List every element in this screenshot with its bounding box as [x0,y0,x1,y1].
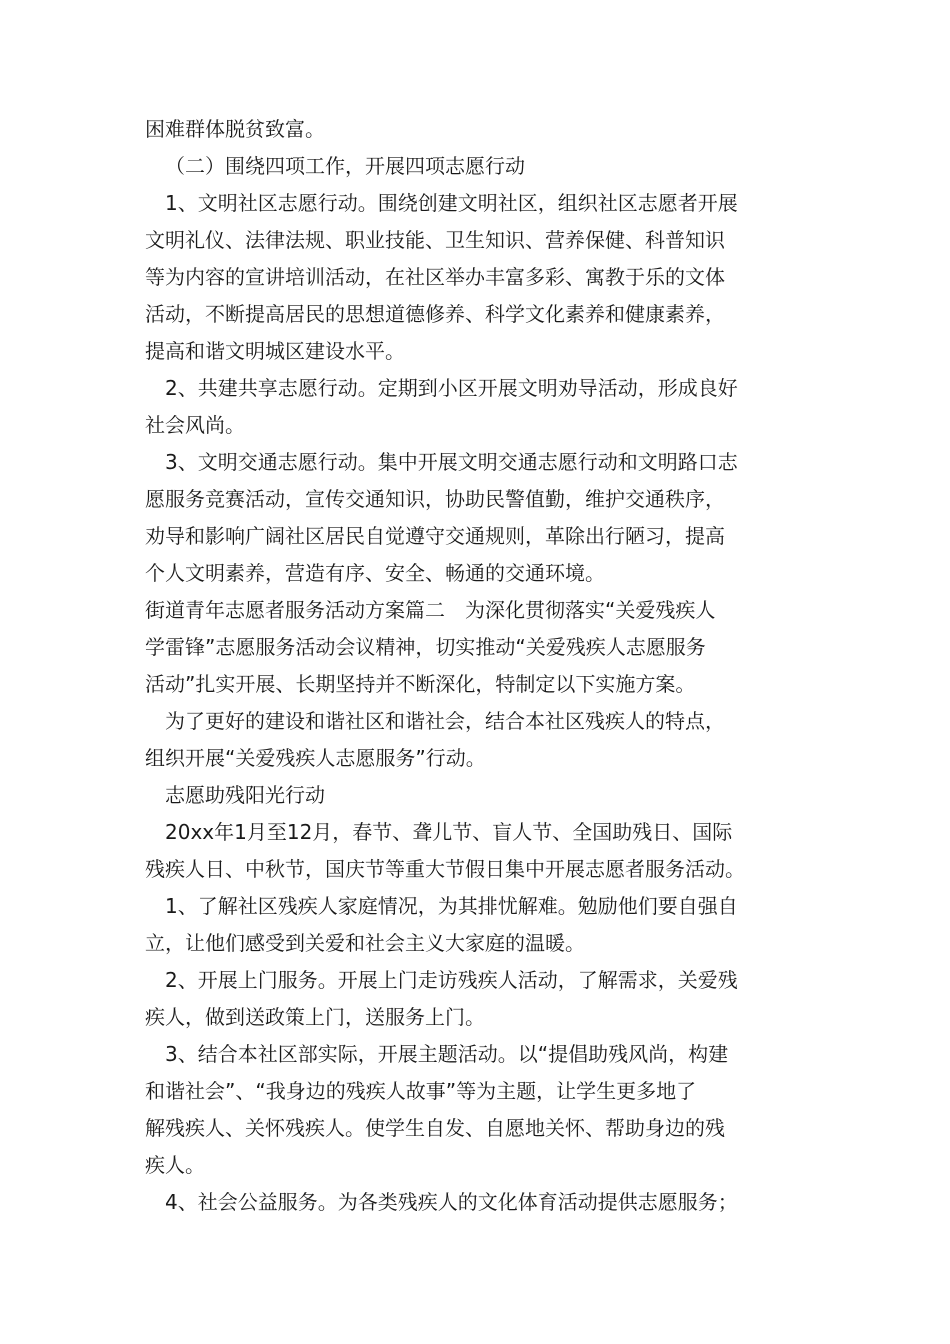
text-line: 文明礼仪、法律法规、职业技能、卫生知识、营养保健、科普知识 [145,228,725,252]
text-line: 组织开展“关爱残疾人志愿服务”行动。 [145,746,486,770]
text-line: 20xx年1月至12月，春节、聋儿节、盲人节、全国助残日、国际 [165,820,733,844]
text-line: 残疾人日、中秋节，国庆节等重大节假日集中开展志愿者服务活动。 [145,857,745,881]
section-heading: 志愿助残阳光行动 [165,783,325,807]
text-line: 4、社会公益服务。为各类残疾人的文化体育活动提供志愿服务； [165,1190,738,1214]
text-line: 提高和谐文明城区建设水平。 [145,339,405,363]
text-line: 劝导和影响广阔社区居民自觉遵守交通规则，革除出行陋习，提高 [145,524,725,548]
text-line: 3、结合本社区部实际，开展主题活动。以“提倡助残风尚，构建 [165,1042,729,1066]
text-line: 1、了解社区残疾人家庭情况，为其排忧解难。勉励他们要自强自 [165,894,738,918]
text-line: 和谐社会”、“我身边的残疾人故事”等为主题，让学生更多地了 [145,1079,697,1103]
text-line: 2、开展上门服务。开展上门走访残疾人活动，了解需求，关爱残 [165,968,738,992]
text-line: 活动”扎实开展、长期坚持并不断深化，特制定以下实施方案。 [145,672,696,696]
section-heading: （二）围绕四项工作，开展四项志愿行动 [165,154,525,178]
text-line: 2、共建共享志愿行动。定期到小区开展文明劝导活动，形成良好 [165,376,738,400]
text-line: 解残疾人、关怀残疾人。使学生自发、自愿地关怀、帮助身边的残 [145,1116,725,1140]
text-line: 立，让他们感受到关爱和社会主义大家庭的温暖。 [145,931,585,955]
text-line: 街道青年志愿者服务活动方案篇二 为深化贯彻落实“关爱残疾人 [145,598,716,622]
document-body [145,111,807,1221]
text-line: 等为内容的宣讲培训活动，在社区举办丰富多彩、寓教于乐的文体 [145,265,725,289]
text-line: 愿服务竞赛活动，宣传交通知识，协助民警值勤，维护交通秩序， [145,487,725,511]
text-line: 困难群体脱贫致富。 [145,117,325,141]
text-line: 学雷锋”志愿服务活动会议精神，切实推动“关爱残疾人志愿服务 [145,635,706,659]
text-line: 为了更好的建设和谐社区和谐社会，结合本社区残疾人的特点， [165,709,725,733]
text-line: 社会风尚。 [145,413,245,437]
text-line: 1、文明社区志愿行动。围绕创建文明社区，组织社区志愿者开展 [165,191,738,215]
text-line: 活动，不断提高居民的思想道德修养、科学文化素养和健康素养， [145,302,725,326]
text-line: 疾人，做到送政策上门，送服务上门。 [145,1005,485,1029]
text-line: 个人文明素养，营造有序、安全、畅通的交通环境。 [145,561,605,585]
text-line: 3、文明交通志愿行动。集中开展文明交通志愿行动和文明路口志 [165,450,738,474]
text-line: 疾人。 [145,1153,205,1177]
